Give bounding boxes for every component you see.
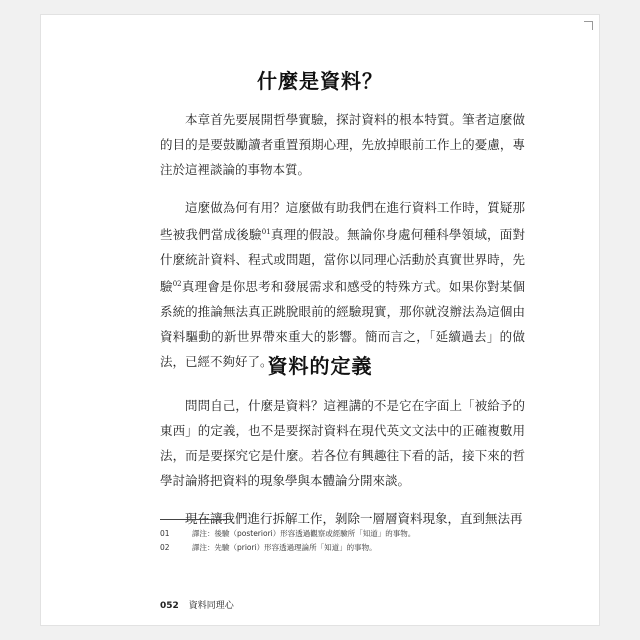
footnote-divider bbox=[160, 519, 232, 520]
running-title: 資料同理心 bbox=[188, 601, 234, 611]
paragraph-text: 真理會是你思考和發展需求和感受的特殊方式。如果你對某個系統的推論無法真正跳脫眼前的經驗現實，那你就沒辦法為這個由資料驅動的新世界帶來重大的影響。簡而言之，「延續過去」的做法，已經不夠好了。 bbox=[160, 279, 525, 369]
paragraph bbox=[160, 393, 525, 493]
section-body bbox=[160, 107, 525, 374]
paragraph-text: 問問自己，什麼是資料？這裡講的不是它在字面上「被給予的東西」的定義，也不是要探討資料在現代英文文法中的正確複數用法，而是要探究它是什麼。若各位有興趣往下看的話，接下來的哲學討論將把資料的現象學與本體論分開來談。 bbox=[160, 398, 525, 488]
footnote-ref: 02 bbox=[172, 280, 182, 288]
paragraph-text: 本章首先要展開哲學實驗，探討資料的根本特質。筆者這麼做的目的是要鼓勵讀者重置預期心理，先放掉眼前工作上的憂慮，專注於這裡談論的事物本質。 bbox=[160, 112, 525, 177]
section-heading-data-definition: 資料的定義 bbox=[267, 354, 373, 378]
paragraph-text: 現在讓我們進行拆解工作，剝除一層層資料現象，直到無法再 bbox=[185, 511, 523, 526]
crop-mark bbox=[584, 21, 593, 30]
page-footer bbox=[160, 598, 234, 611]
footnote-number: 01 bbox=[160, 529, 170, 538]
paragraph bbox=[160, 195, 525, 374]
footnote-text: 譯注：後驗（posteriori）形容透過觀察或經驗所「知道」的事物。 bbox=[192, 529, 416, 538]
footnote-text: 譯注：先驗（priori）形容透過理論所「知道」的事物。 bbox=[192, 543, 377, 552]
footnotes bbox=[160, 527, 530, 555]
section-body bbox=[160, 393, 525, 531]
paragraph-text: 真理的假設。無論你身處何種科學領域，面對什麼統計資料、程式或問題，當你以同理心活動於真實世界時，先驗 bbox=[160, 227, 525, 294]
footnote bbox=[160, 541, 530, 555]
book-page bbox=[40, 14, 600, 626]
footnote-ref: 01 bbox=[261, 228, 271, 236]
page-number: 052 bbox=[160, 601, 179, 611]
paragraph bbox=[160, 107, 525, 182]
section-heading-what-is-data: 什麼是資料？ bbox=[257, 69, 383, 93]
paragraph-text: 這麼做為何有用？這麼做有助我們在進行資料工作時，質疑那些被我們當成後驗 bbox=[160, 200, 525, 242]
footnote-number: 02 bbox=[160, 543, 170, 552]
footnote bbox=[160, 527, 530, 541]
